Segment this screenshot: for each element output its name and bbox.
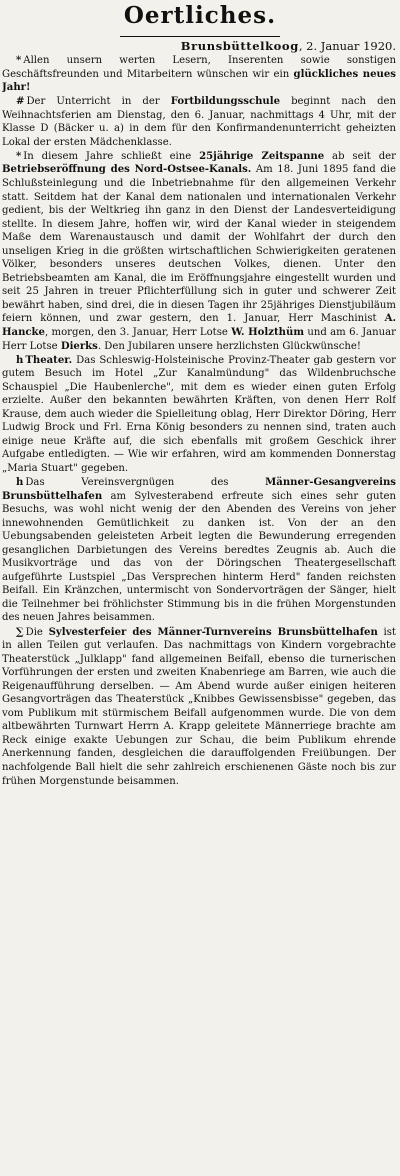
text-run: Das Schleswig-Holsteinische Provinz-Theater gab gestern vor gutem Besuch im Hotel „Zur Kanalmündung" das Wildenbruchsche Schauspiel „Die Haubenlerche", mit dem es wieder einen guten Erfolg erzielte. Außer den bekannten bewährten Kräften, von denen Herr Rolf Krause, dem auch wieder die Spielleitung oblag, Herr Direktor Döring, Herr Ludwig Brock und Frl. Erna König besonders zu nennen sind, traten auch einige neue Kräfte auf, die sich ebenfalls mit großem Geschick ihrer Aufgabe entledigten. — Wie wir erfahren, wird am kommenden Donnerstag „Maria Stuart" gegeben. <box>2 354 396 474</box>
paragraph-marker: h <box>16 354 24 366</box>
bold-run: Sylvesterfeier des Männer-Turnvereins Brunsbüttelhafen <box>48 626 378 638</box>
dateline <box>2 40 396 54</box>
paragraph-kanal-jubilaeum <box>2 150 396 353</box>
paragraph-new-year <box>2 54 396 95</box>
bold-run: Theater. <box>25 354 73 366</box>
text-run: beginnt nach den Weihnachtsferien am Dienstag, den 6. Januar, nachmittags 4 Uhr, mit der Klasse D (Bäcker u. a) in dem für den Konfirmandenunterricht geheizten Lokal der ersten Mädchenklasse. <box>2 96 396 148</box>
text-run: Der Unterricht in der <box>26 96 171 108</box>
paragraph-turnverein <box>2 626 396 789</box>
paragraph-fortbildungsschule <box>2 95 396 149</box>
paragraph-theater <box>2 354 396 476</box>
paragraph-gesangverein <box>2 476 396 625</box>
bold-run: W. Holzthüm <box>231 326 305 338</box>
text-run: In diesem Jahre schließt eine <box>23 150 200 162</box>
section-heading: Oertliches. <box>123 2 277 29</box>
paragraph-marker: # <box>16 96 25 108</box>
bold-run: A. Hancke <box>2 313 396 338</box>
bold-run: Betriebseröffnung des Nord-Ostsee-Kanals. <box>2 164 252 176</box>
text-run: , morgen, den 3. Januar, Herr Lotse <box>44 326 232 338</box>
article-column <box>2 40 396 1174</box>
bold-run: glückliches neues Jahr! <box>2 68 396 94</box>
text-run: Das Vereinsvergnügen des <box>25 477 266 488</box>
bold-run: Fortbildungsschule <box>170 96 281 108</box>
text-run: ist in allen Teilen gut verlaufen. Das nachmittags von Kindern vorgebrachte Theaterstück „Julklapp" fand allgemeinen Beifall, ebenso die turnerischen Vorführungen der ersten und zweiten Knabenriege am Barren, wie auch die Reigenaufführung derselben. — Am Abend wurde außer einigen heiteren Gesangvorträgen das Theaterstück „Knibbes Gewissensbisse" gegeben, das vom Publikum mit stürmischem Beifall aufgenommen wurde. Die von dem altbewährten Turnwart Herrn A. Krapp geleitete Männerriege brachte am Reck einige exakte Uebungen zur Schau, die beim Publikum ehrende Anerkennung fanden, desgleichen die darauffolgenden Freiübungen. Der nachfolgende Ball hielt die sehr zahlreich erschienenen Gäste noch bis zur frühen Morgenstunde beisammen. <box>2 626 396 787</box>
text-run: Allen unsern werten Lesern, Inserenten sowie sonstigen Geschäftsfreunden und Mitarbeitern wünschen wir ein <box>2 55 396 80</box>
text-run: Die <box>25 626 49 638</box>
bold-run: 25jährige Zeitspanne <box>199 150 325 162</box>
text-run: und am 6. Januar Herr Lotse <box>2 326 396 352</box>
text-run: . Den Jubilaren unsere herzlichsten Glückwünsche! <box>97 340 361 352</box>
paragraph-marker: ∑ <box>16 626 24 638</box>
text-run: am Sylvesterabend erfreute sich eines sehr guten Besuchs, was wohl nicht wenig der den Abenden des Vereins von jeher innewohnenden Gemütlichkeit zu danken ist. Von der an den Uebungsabenden geleisteten Arbeit legten die Bewunderung erregenden gesanglichen Darbietungen des Vereins beredtes Zeugnis ab. Auch die Musikvorträge und das von der Döringschen Theatergesellschaft aufgeführte Lustspiel „Das Versprechen hinterm Herd" fanden reichsten Beifall. Ein Kränzchen, untermischt von Sondervorträgen der Sänger, hielt die Teilnehmer bei fröhlichster Stimmung bis in die frühen Morgenstunden des neuen Jahres beisammen. <box>2 490 396 624</box>
paragraph-marker: * <box>16 55 22 67</box>
dateline-place: Brunsbüttelkoog <box>180 40 299 53</box>
text-run: Am 18. Juni 1895 fand die Schlußsteinlegung und die Inbetriebnahme für den allgemeinen Verkehr statt. Seitdem hat der Kanal dem nationalen und internationalen Verkehr gedient, bis der Weltkrieg ihn ganz in den Dienst der Landesverteidigung stellte. In diesem Jahre, hoffen wir, wird der Kanal wieder in steigendem Maße dem Warenaustausch und damit der Wohlfahrt der durch den unseligen Krieg in die größten wirtschaftlichen Schwierigkeiten geratenen Völker, besonders unseres deutschen Volkes, dienen. Unter den Betriebsbeamten am Kanal, die im Eröffnungsjahre eingestellt wurden und seit 25 Jahren in treuer Pflichterfüllung sich in guter und schwerer Zeit bewährt haben, sind drei, die in diesen Tagen ihr 25jähriges Dienstjubiläum feiern können, und zwar gestern, den 1. Januar, Herr Maschinist <box>2 164 396 325</box>
dateline-date: , 2. Januar 1920. <box>298 40 396 53</box>
text-run: ab seit der <box>324 150 396 162</box>
bold-run: Männer-Gesangvereins Brunsbüttelhafen <box>2 477 396 502</box>
paragraph-marker: h <box>16 477 24 488</box>
paragraph-marker: * <box>16 150 22 162</box>
bold-run: Dierks <box>60 340 98 352</box>
heading-rule <box>120 36 280 37</box>
